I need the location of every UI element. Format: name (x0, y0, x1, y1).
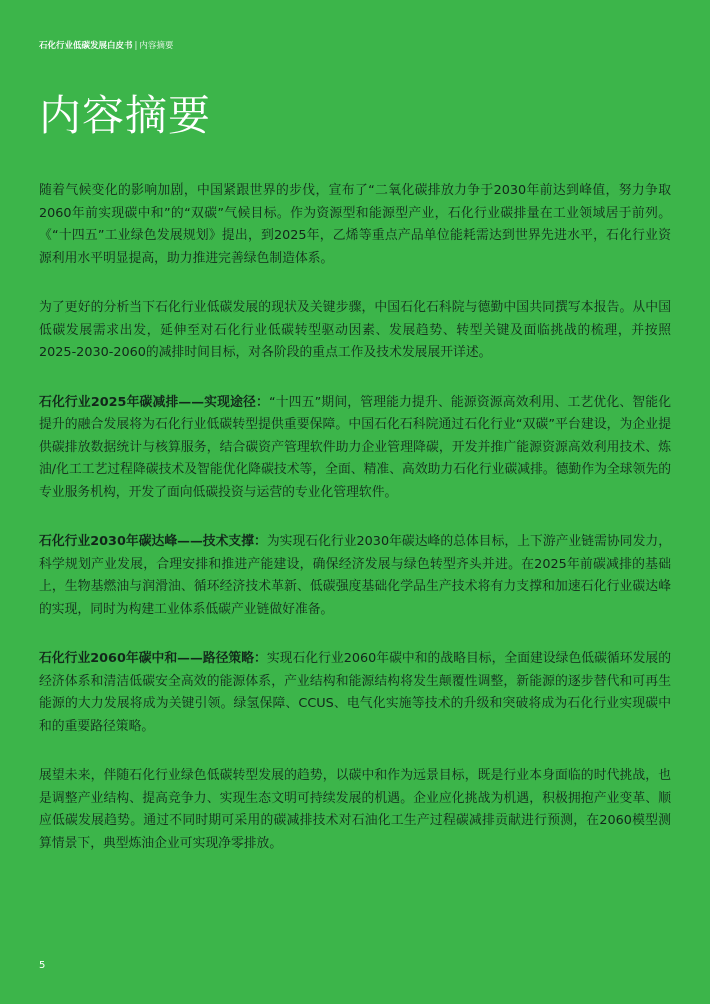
paragraph-text: 随着气候变化的影响加剧，中国紧跟世界的步伐，宣布了“二氧化碳排放力争于2030年前达到峰值，努力争取2060年前实现碳中和”的“双碳”气候目标。作为资源型和能源型产业，石化行业碳排量在工业领域居于前列。《“十四五”工业绿色发展规划》提出，到2025年，乙烯等重点产品单位能耗需达到世界先进水平，石化行业资源利用水平明显提高，助力推进完善绿色制造体系。 (39, 183, 671, 266)
paragraph-report-purpose (39, 297, 671, 365)
page-number: 5 (39, 960, 46, 971)
paragraph-outlook (39, 765, 671, 855)
header-report-title: 石化行业低碳发展白皮书 (39, 41, 133, 51)
paragraph-2060-neutrality (39, 648, 671, 738)
paragraph-intro (39, 180, 671, 270)
paragraph-2030-peak (39, 531, 671, 621)
paragraph-text: 实现石化行业2060年碳中和的战略目标，全面建设绿色低碳循环发展的经济体系和清洁低碳安全高效的能源体系，产业结构和能源结构将发生颠覆性调整，新能源的逐步替代和可再生能源的大力发展将成为关键引领。绿氢保障、CCUS、电气化实施等技术的升级和突破将成为石化行业实现碳中和的重要路径策略。 (39, 651, 671, 734)
paragraph-lead: 石化行业2060年碳中和——路径策略： (39, 651, 267, 666)
paragraph-text: 展望未来，伴随石化行业绿色低碳转型发展的趋势，以碳中和作为远景目标，既是行业本身面临的时代挑战，也是调整产业结构、提高竞争力、实现生态文明可持续发展的机遇。企业应化挑战为机遇，积极拥抱产业变革、顺应低碳发展趋势。通过不同时期可采用的碳减排技术对石油化工生产过程碳减排贡献进行预测，在2060模型测算情景下，典型炼油企业可实现净零排放。 (39, 768, 671, 851)
paragraph-2025-reduction (39, 392, 671, 505)
page-title: 内容摘要 (39, 91, 212, 140)
running-header (39, 40, 173, 52)
summary-body (39, 180, 671, 882)
paragraph-text: 为了更好的分析当下石化行业低碳发展的现状及关键步骤，中国石化石科院与德勤中国共同撰写本报告。从中国低碳发展需求出发，延伸至对石化行业低碳转型驱动因素、发展趋势、转型关键及面临挑战的梳理，并按照2025-2030-2060的减排时间目标，对各阶段的重点工作及技术发展展开详述。 (39, 300, 671, 360)
header-section-title: 内容摘要 (139, 41, 174, 51)
paragraph-text: 为实现石化行业2030年碳达峰的总体目标，上下游产业链需协同发力，科学规划产业发展，合理安排和推进产能建设，确保经济发展与绿色转型齐头并进。在2025年前碳减排的基础上，生物基燃油与润滑油、循环经济技术革新、低碳强度基础化学品生产技术将有力支撑和加速石化行业碳达峰的实现，同时为构建工业体系低碳产业链做好准备。 (39, 534, 671, 617)
paragraph-text: “十四五”期间，管理能力提升、能源资源高效利用、工艺优化、智能化提升的融合发展将为石化行业低碳转型提供重要保障。中国石化石科院通过石化行业“双碳”平台建设，为企业提供碳排放数据统计与核算服务，结合碳资产管理软件助力企业管理降碳，开发并推广能源资源高效利用技术、炼油/化工工艺过程降碳技术及智能优化降碳技术等，全面、精准、高效助力石化行业碳减排。德勤作为全球领先的专业服务机构，开发了面向低碳投资与运营的专业化管理软件。 (39, 394, 671, 500)
paragraph-lead: 石化行业2025年碳减排——实现途径： (39, 394, 269, 410)
paragraph-lead: 石化行业2030年碳达峰——技术支撑： (39, 534, 267, 549)
header-separator: | (134, 41, 138, 51)
